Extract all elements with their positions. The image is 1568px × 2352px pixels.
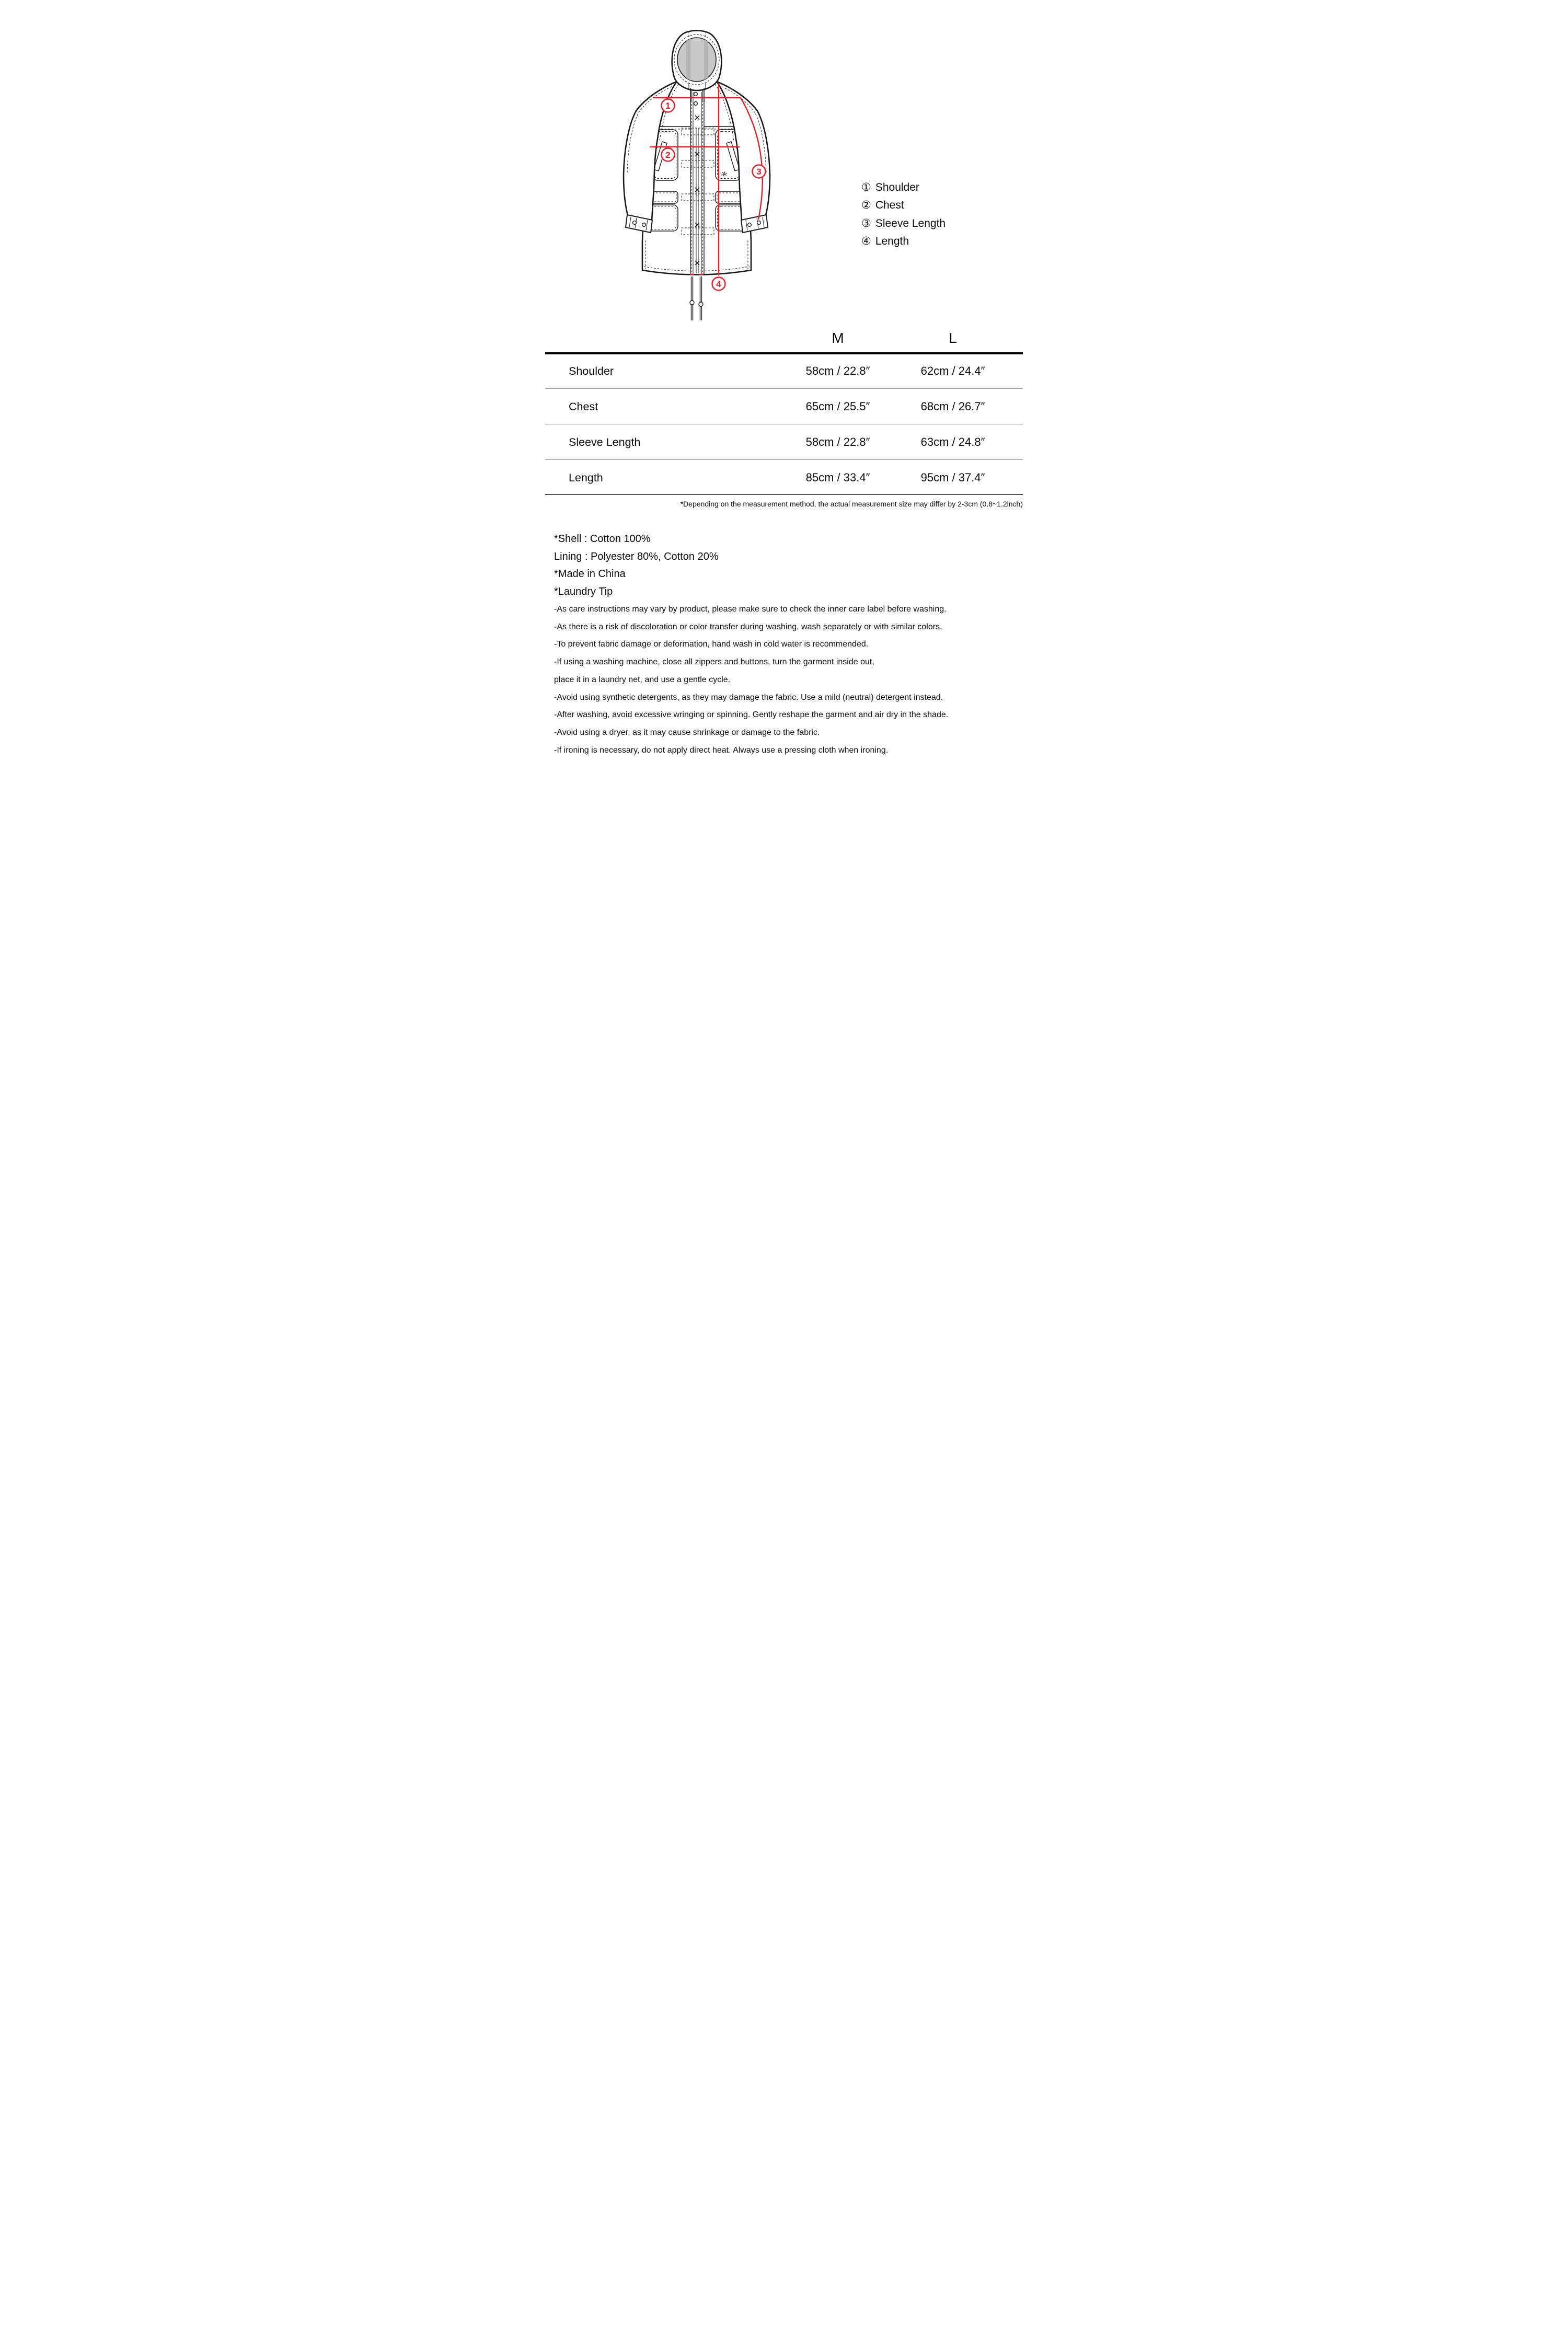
row-label-length: Length [569,471,603,484]
table-divider [545,459,1023,460]
table-divider [545,388,1023,389]
marker-1 [662,99,675,112]
measurement-footnote: *Depending on the measurement method, the actual measurement size may differ by 2-3cm (0.8~1.2inch) [680,500,1023,508]
laundry-tip-line: -As care instructions may vary by product, please make sure to check the inner care label before washing. [554,605,947,614]
laundry-tip-line: -To prevent fabric damage or deformation, hand wash in cold water is recommended. [554,640,869,649]
chest-m-value: 65cm / 25.5″ [805,400,870,413]
laundry-tip-heading: *Laundry Tip [554,586,613,598]
table-header-rule [545,352,1023,354]
svg-text:2: 2 [665,150,671,160]
laundry-tips [554,601,948,759]
legend-item-shoulder [861,181,919,194]
legend-item-sleeve-length [861,217,946,230]
shoulder-l-value: 62cm / 24.4″ [920,364,985,377]
row-label-shoulder: Shoulder [569,365,614,377]
laundry-tip-line: place it in a laundry net, and use a gentle cycle. [554,675,731,684]
parka-flat-sketch [604,16,802,329]
legend-item-chest [861,199,904,212]
svg-text:1: 1 [665,101,671,111]
sleeve-length-m-value: 58cm / 22.8″ [805,435,870,448]
size-guide-page [523,0,1045,784]
legend-label: Sleeve Length [875,217,946,229]
row-label-chest: Chest [569,400,598,413]
svg-text:3: 3 [756,167,762,177]
shoulder-m-value: 58cm / 22.8″ [805,364,870,377]
legend-item-length [861,235,909,248]
laundry-tip-line: -Avoid using synthetic detergents, as they may damage the fabric. Use a mild (neutral) detergent instead. [554,693,943,702]
legend-label: Length [875,235,909,247]
lining-info: Lining : Polyester 80%, Cotton 20% [554,550,719,562]
size-column-header-m: M [832,330,844,346]
length-m-value: 85cm / 33.4″ [805,471,870,484]
marker-4 [712,278,725,291]
sleeve-length-l-value: 63cm / 24.8″ [920,435,985,448]
marker-3 [753,165,766,178]
laundry-tip-line: -As there is a risk of discoloration or color transfer during washing, wash separately or with similar colors. [554,622,942,631]
row-label-sleeve-length: Sleeve Length [569,436,641,448]
origin-info: *Made in China [554,568,626,580]
collar-button [694,102,698,106]
chest-l-value: 68cm / 26.7″ [920,400,985,413]
svg-text:4: 4 [716,279,721,289]
legend-label: Chest [875,199,904,211]
circled-number-4: ④ [861,235,871,247]
laundry-tip-line: -After washing, avoid excessive wringing or spinning. Gently reshape the garment and air dry in the shade. [554,710,949,720]
size-column-header-l: L [949,330,957,346]
product-info [554,531,719,601]
hem-drawcords [690,276,703,320]
legend-label: Shoulder [875,181,919,193]
circled-number-3: ③ [861,217,871,229]
circled-number-2: ② [861,199,871,211]
length-l-value: 95cm / 37.4″ [920,471,985,484]
collar-button [694,93,698,96]
circled-number-1: ① [861,181,871,193]
hood [672,31,722,91]
laundry-tip-line: -If using a washing machine, close all zippers and buttons, turn the garment inside out, [554,658,874,667]
laundry-tip-line: -Avoid using a dryer, as it may cause shrinkage or damage to the fabric. [554,728,820,737]
table-bottom-rule [545,494,1023,495]
shell-info: *Shell : Cotton 100% [554,533,651,545]
hood-opening [677,38,716,82]
marker-2 [662,148,675,162]
laundry-tip-line: -If ironing is necessary, do not apply direct heat. Always use a pressing cloth when ironing. [554,745,889,755]
